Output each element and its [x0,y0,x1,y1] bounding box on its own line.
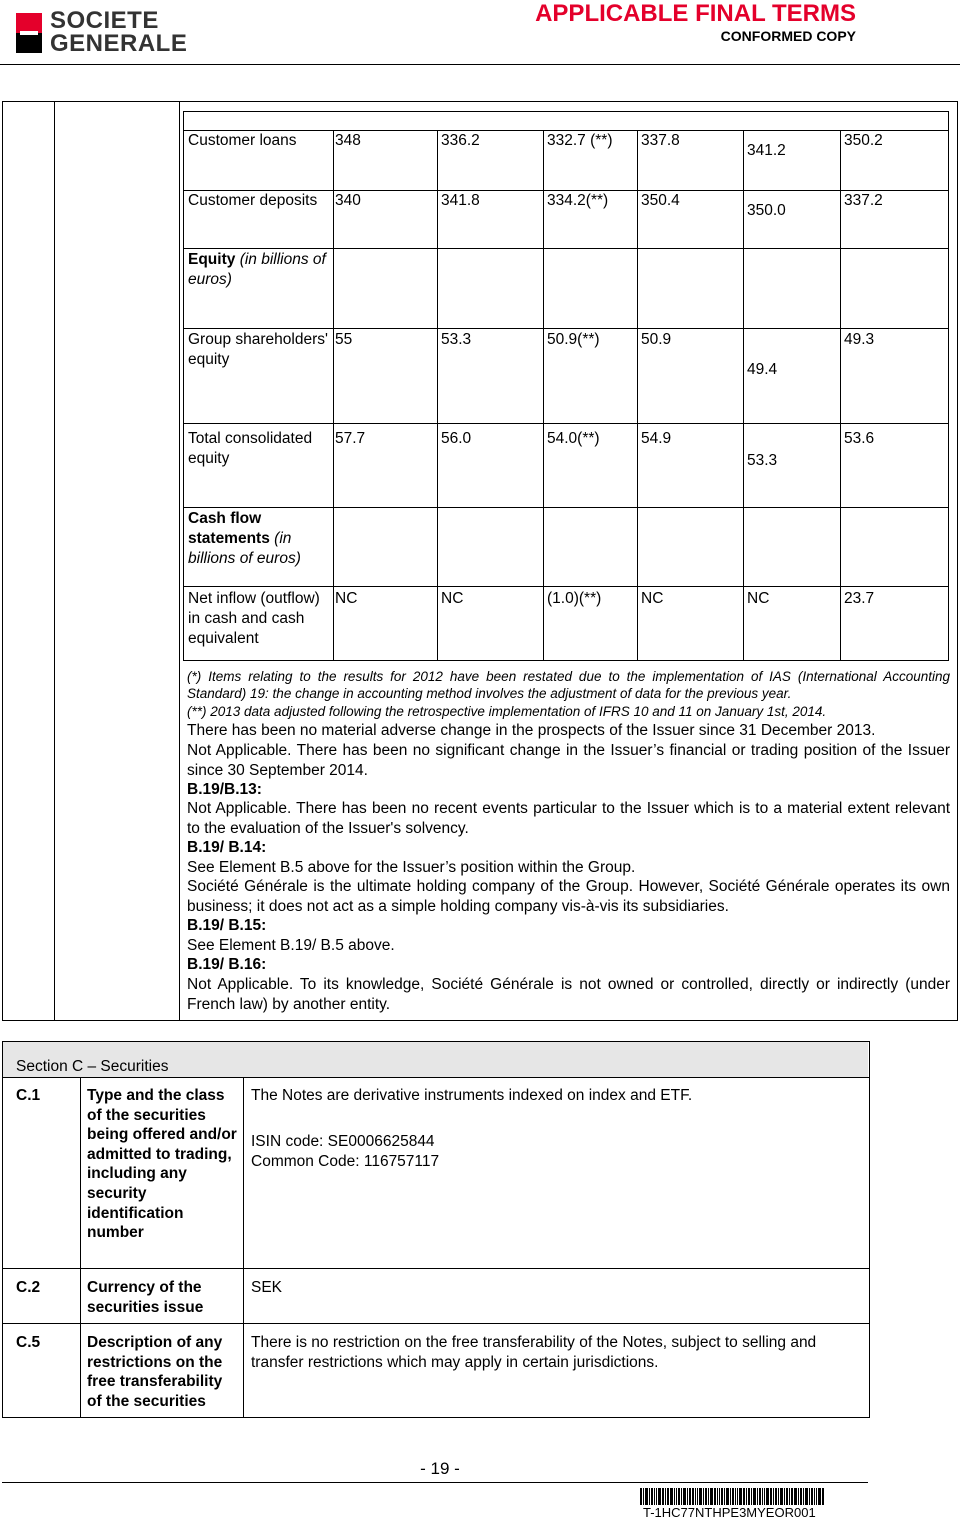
table-cell: 55 [335,331,353,348]
document-title: APPLICABLE FINAL TERMS [535,0,856,27]
table-cell: 332.7 (**) [547,132,613,149]
table-cell: 56.0 [441,430,472,447]
row-label-equity [188,250,332,290]
paragraph: Société Générale is the ultimate holding company of the Group. However, Société Générale operates its own business; it does not act as a simple holding company vis-à-vis its subsidiaries. [187,878,950,915]
table-cell: 350.0 [747,202,786,219]
paragraph: See Element B.19/ B.5 above. [187,937,395,954]
frame-right [957,101,958,1021]
table-cell: 334.2(**) [547,192,609,209]
common-code: Common Code: 116757117 [251,1153,440,1170]
item-title-c2: Currency of the securities issue [87,1279,204,1316]
table-cell: 337.2 [844,192,883,209]
table-cell: (1.0)(**) [547,590,602,607]
row-label-group-equity: Group shareholders' equity [188,331,328,368]
table-cell: NC [335,590,358,607]
item-id-c2: C.2 [16,1279,41,1296]
footer-divider [2,1482,868,1483]
frame-left [2,101,3,1021]
paragraph: There has been no material adverse change in the prospects of the Issuer since 31 December 2013. [187,722,876,739]
table-cell: 53.3 [441,331,472,348]
cash-flow-unit: (in billions of euros) [188,530,301,567]
heading-b14: B.19/ B.14: [187,839,267,856]
page-number: - 19 - [420,1459,460,1478]
cash-flow-heading: Cash flow statements [188,510,270,547]
equity-unit: (in billions of euros) [188,251,326,288]
logo-wordmark [50,9,187,55]
item-content-c5: There is no restriction on the free transferability of the Notes, subject to selling and transfer restrictions which may apply in certain jurisdictions. [251,1334,817,1371]
isin-code: ISIN code: SE0006625844 [251,1133,435,1150]
row-label-cash-flow [188,509,332,569]
table-cell: 341.2 [747,142,786,159]
table-cell: 49.3 [844,331,875,348]
row-label-customer-loans: Customer loans [188,132,297,149]
row-label-net-inflow: Net inflow (outflow) in cash and cash equivalent [188,590,320,647]
table-cell: NC [747,590,770,607]
table-cell: 50.9 [641,331,672,348]
frame-bottom [2,1020,958,1021]
document-reference: T-1HC77NTHPE3MYEOR001 [643,1505,816,1520]
section-c-heading: Section C – Securities [16,1058,169,1075]
table-cell: 23.7 [844,590,875,607]
table-cell: 50.9(**) [547,331,600,348]
row-label-total-equity: Total consolidated equity [188,430,313,467]
table-cell: NC [441,590,464,607]
item-content-c2: SEK [251,1279,283,1296]
societe-generale-logo-icon [16,13,42,53]
table-cell: 341.8 [441,192,480,209]
item-id-c5: C.5 [16,1334,41,1351]
logo-line1: SOCIETE [50,7,159,34]
table-cell: 337.8 [641,132,680,149]
row-label-customer-deposits: Customer deposits [188,192,318,209]
item-content-c1: The Notes are derivative instruments indexed on index and ETF. [251,1087,693,1104]
document-subtitle: CONFORMED COPY [720,28,856,44]
paragraph: Not Applicable. There has been no recent events particular to the Issuer which is to a material extent relevant to the evaluation of the Issuer's solvency. [187,800,950,837]
table-cell: 350.2 [844,132,883,149]
barcode-icon [640,1488,892,1505]
heading-b13: B.19/B.13: [187,781,262,798]
heading-b15: B.19/ B.15: [187,917,267,934]
equity-heading: Equity [188,251,236,268]
item-id-c1: C.1 [16,1087,41,1104]
heading-b16: B.19/ B.16: [187,956,267,973]
table-cell: NC [641,590,664,607]
table-cell: 53.3 [747,452,778,469]
frame-top [2,101,958,102]
table-cell: 49.4 [747,361,778,378]
table-cell: 54.0(**) [547,430,600,447]
table-cell: 53.6 [844,430,875,447]
footnote-star: (*) Items relating to the results for 2012 have been restated due to the implementation of IAS (International Accounting Standard) 19: the change in accounting method involves the adjustment of data for the previous year. [187,669,950,701]
frame-col2 [179,101,180,1021]
logo-line2: GENERALE [50,30,188,57]
table-cell: 336.2 [441,132,480,149]
paragraph: Not Applicable. There has been no significant change in the Issuer’s financial or trading position of the Issuer since 30 September 2014. [187,742,950,779]
table-cell: 54.9 [641,430,672,447]
item-title-c1: Type and the class of the securities being offered and/or admitted to trading, including any security identification number [87,1087,237,1242]
table-cell: 350.4 [641,192,680,209]
paragraph: See Element B.5 above for the Issuer’s position within the Group. [187,859,636,876]
header-divider [0,64,960,65]
paragraph: Not Applicable. To its knowledge, Société Générale is not owned or controlled, directly or indirectly (under French law) by another entity. [187,976,950,1013]
item-title-c5: Description of any restrictions on the free transferability of the securities [87,1334,223,1410]
table-cell: 57.7 [335,430,366,447]
table-cell: 340 [335,192,361,209]
frame-col1 [54,101,55,1021]
table-cell: 348 [335,132,361,149]
footnote-doublestar: (**) 2013 data adjusted following the retrospective implementation of IFRS 10 and 11 on January 1st, 2014. [187,704,827,719]
